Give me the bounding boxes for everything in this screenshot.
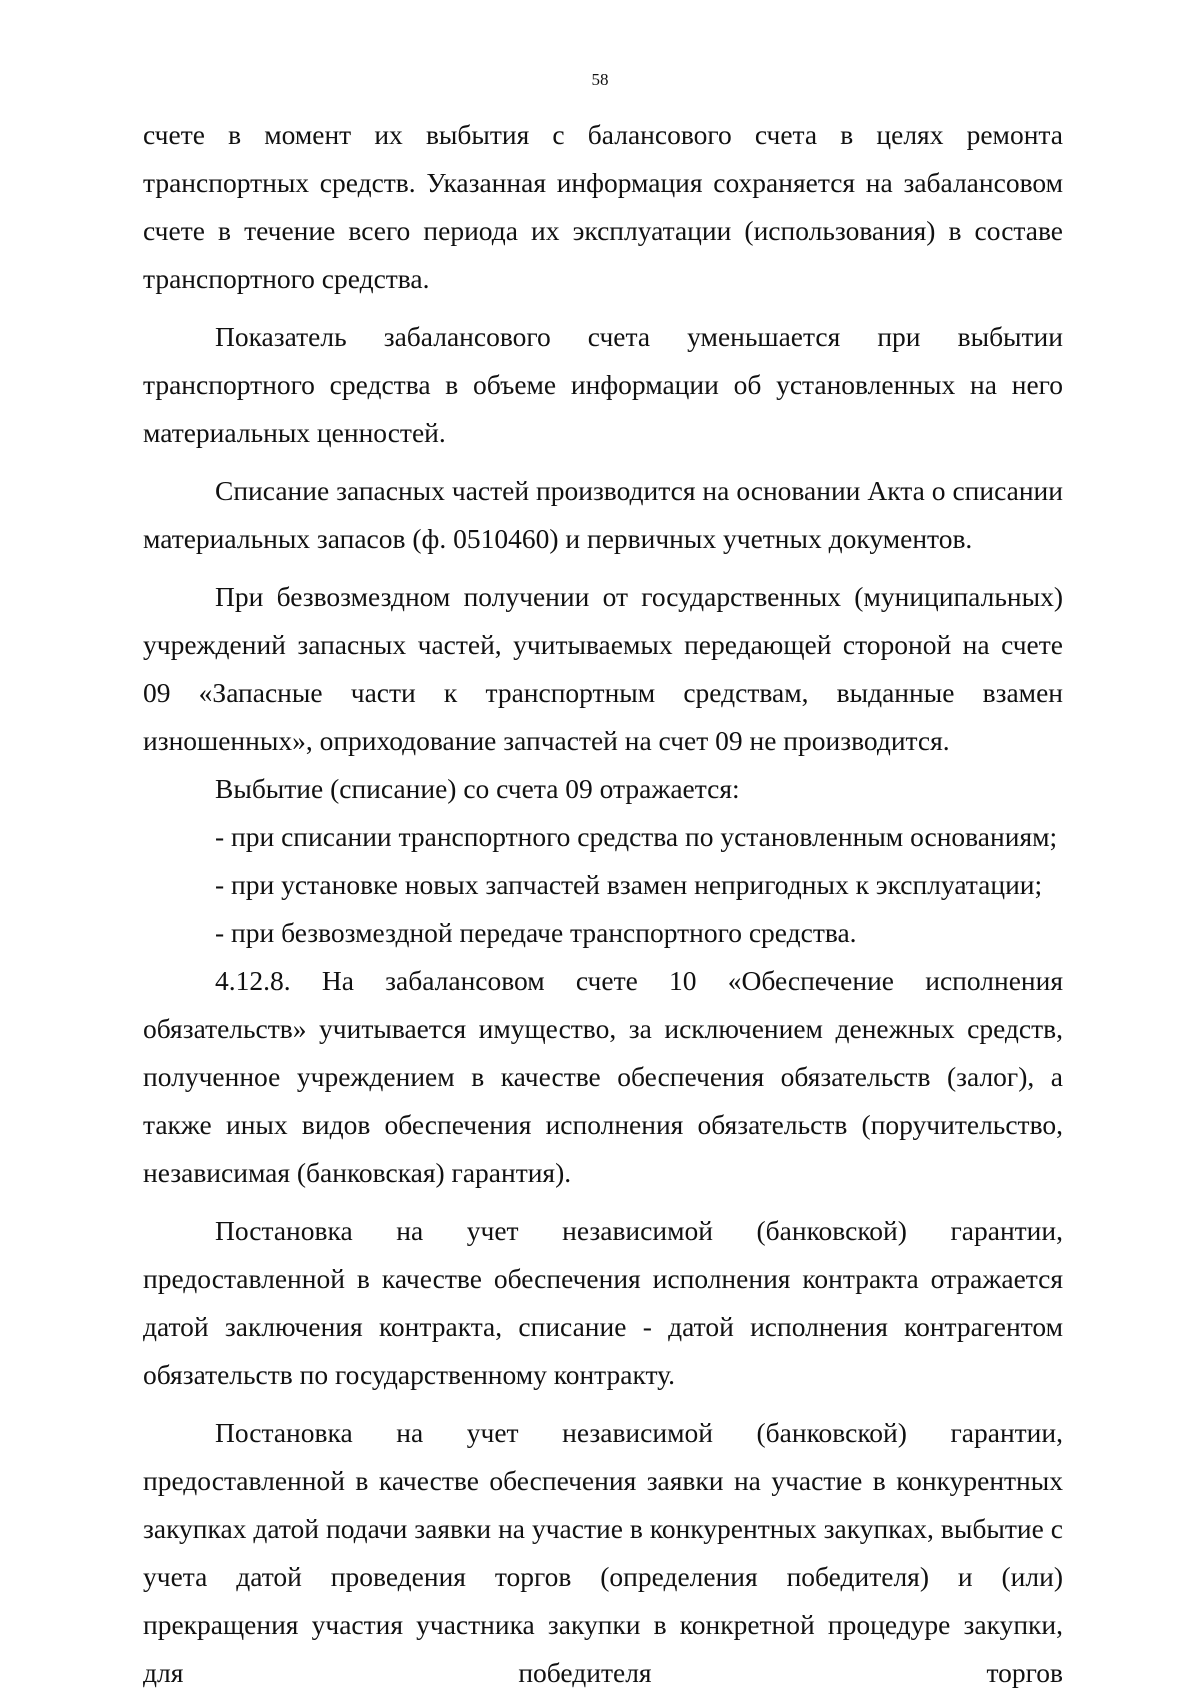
paragraph-section-4-12-8: 4.12.8. На забалансовом счете 10 «Обеспечение исполнения обязательств» учитывается имущество, за исключением денежных средств, полученное учреждением в качестве обеспечения обязательств (залог), а также иных видов обеспечения исполнения обязательств (поручительство, независимая (банковская) гарантия). [143,965,1063,1188]
paragraph-indicator-decrease: Показатель забалансового счета уменьшается при выбытии транспортного средства в объеме информации об установленных на него материальных ценностей. [143,321,1063,448]
paragraph-contract-guarantee: Постановка на учет независимой (банковской) гарантии, предоставленной в качестве обеспечения исполнения контракта отражается датой заключения контракта, списание - датой исполнения контрагентом обязательств по государственному контракту. [143,1215,1063,1390]
paragraph-bid-guarantee: Постановка на учет независимой (банковской) гарантии, предоставленной в качестве обеспечения заявки на участие в конкурентных закупках датой подачи заявки на участие в конкурентных закупках, выбытие с учета датой проведения торгов (определения победителя) и (или) прекращения участия участника закупки в конкретной процедуре закупки, для победителя торгов [143,1417,1063,1688]
list-item-free-transfer: - при безвозмездной передаче транспортного средства. [215,917,857,948]
paragraph-continuation: счете в момент их выбытия с балансового счета в целях ремонта транспортных средств. Указанная информация сохраняется на забалансовом счете в течение всего периода их эксплуатации (использования) в составе транспортного средства. [143,119,1063,294]
paragraph-disposal-intro: Выбытие (списание) со счета 09 отражается: [215,773,740,804]
page-number: 58 [591,70,609,89]
document-body [143,111,1063,1697]
paragraph-free-receipt: При безвозмездном получении от государственных (муниципальных) учреждений запасных частей, учитываемых передающей стороной на счете 09 «Запасные части к транспортным средствам, выданные взамен изношенных», оприходование запчастей на счет 09 не производится. [143,581,1063,756]
list-item-new-parts: - при установке новых запчастей взамен непригодных к эксплуатации; [215,869,1043,900]
list-item-vehicle-writeoff: - при списании транспортного средства по установленным основаниям; [215,821,1058,852]
paragraph-spare-parts-writeoff: Списание запасных частей производится на основании Акта о списании материальных запасов (ф. 0510460) и первичных учетных документов. [143,475,1063,554]
